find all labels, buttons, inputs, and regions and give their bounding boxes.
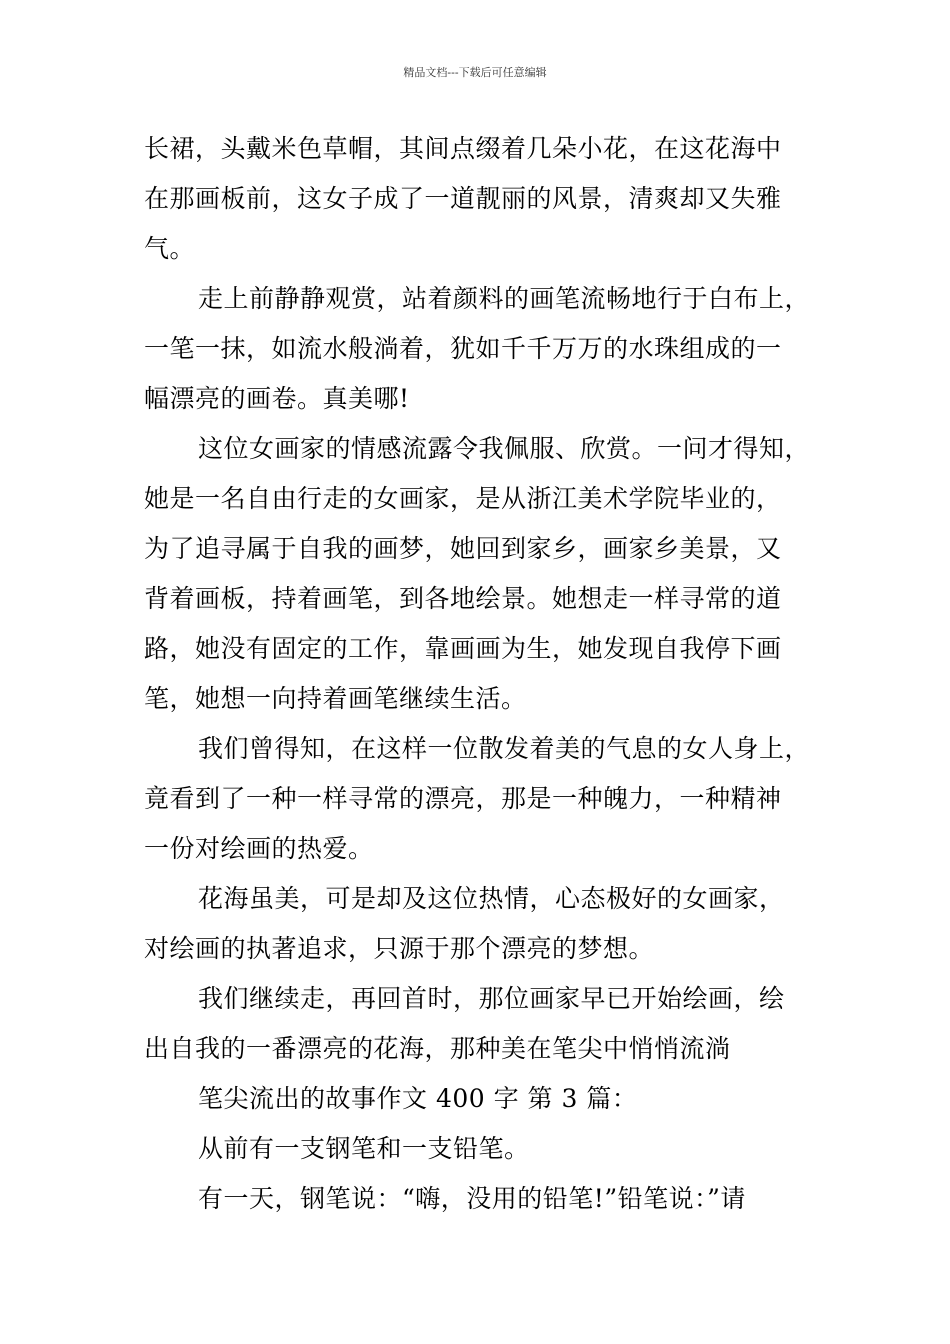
text-line: 为了追寻属于自我的画梦，她回到家乡，画家乡美景，又 bbox=[144, 534, 782, 563]
paragraph-start-line: 我们曾得知，在这样一位散发着美的气息的女人身上， bbox=[198, 734, 811, 763]
paragraph-start-line: 有一天，钢笔说：“嗨，没用的铅笔!”铅笔说：”请 bbox=[198, 1184, 746, 1213]
paragraph-start-line: 走上前静静观赏，站着颜料的画笔流畅地行于白布上， bbox=[198, 284, 811, 313]
paragraph-start-line: 从前有一支钢笔和一支铅笔。 bbox=[198, 1134, 530, 1163]
page-header: 精品文档---下载后可任意编辑 bbox=[403, 66, 547, 79]
text-line: 幅漂亮的画卷。真美哪! bbox=[144, 384, 410, 413]
text-line: 笔，她想一向持着画笔继续生活。 bbox=[144, 684, 527, 713]
text-line: 背着画板，持着画笔，到各地绘景。她想走一样寻常的道 bbox=[144, 584, 782, 613]
text-line: 一笔一抹，如流水般淌着，犹如千千万万的水珠组成的一 bbox=[144, 334, 782, 363]
paragraph-start-line: 我们继续走，再回首时，那位画家早已开始绘画，绘 bbox=[198, 984, 785, 1013]
text-line: 气。 bbox=[144, 234, 196, 263]
text-line: 长裙，头戴米色草帽，其间点缀着几朵小花，在这花海中 bbox=[144, 134, 782, 163]
paragraph-start-line: 这位女画家的情感流露令我佩服、欣赏。一问才得知， bbox=[198, 434, 811, 463]
section-heading: 笔尖流出的故事作文 400 字 第 3 篇： bbox=[198, 1084, 638, 1113]
text-line: 路，她没有固定的工作，靠画画为生，她发现自我停下画 bbox=[144, 634, 782, 663]
text-line: 在那画板前，这女子成了一道靓丽的风景，清爽却又失雅 bbox=[144, 184, 782, 213]
text-line: 对绘画的执著追求，只源于那个漂亮的梦想。 bbox=[144, 934, 655, 963]
paragraph-start-line: 花海虽美，可是却及这位热情，心态极好的女画家， bbox=[198, 884, 785, 913]
text-line: 竟看到了一种一样寻常的漂亮，那是一种魄力，一种精神 bbox=[144, 784, 782, 813]
text-line: 出自我的一番漂亮的花海，那种美在笔尖中悄悄流淌 bbox=[144, 1034, 731, 1063]
text-line: 一份对绘画的热爱。 bbox=[144, 834, 374, 863]
text-line: 她是一名自由行走的女画家，是从浙江美术学院毕业的， bbox=[144, 484, 782, 513]
